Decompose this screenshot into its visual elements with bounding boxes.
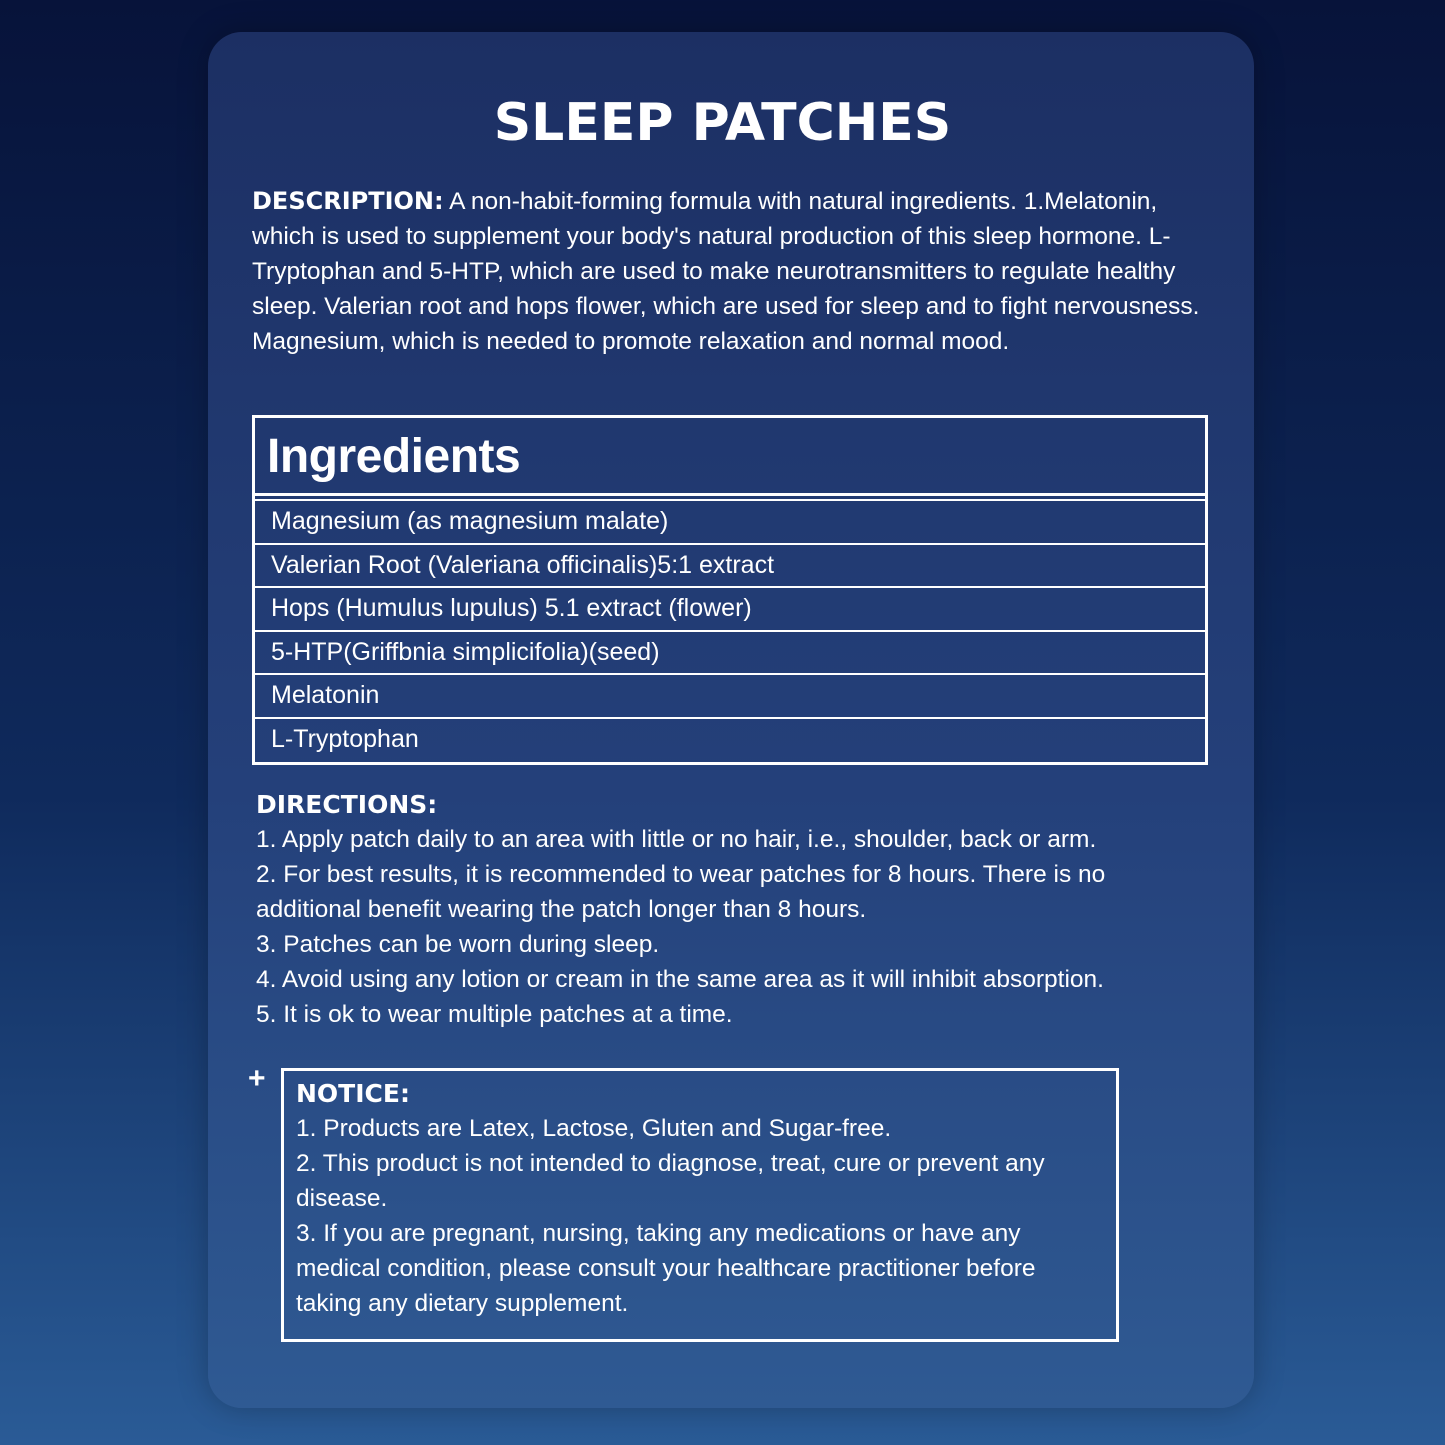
ingredients-heading: Ingredients bbox=[255, 418, 1205, 496]
description-section bbox=[252, 184, 1212, 359]
plus-icon: + bbox=[248, 1062, 266, 1095]
ingredient-row: Melatonin bbox=[255, 673, 1205, 717]
description-text: A non-habit-forming formula with natural ingredients. 1.Melatonin, which is used to supplement your body's natural production of this sleep hormone. L-Tryptophan and 5-HTP, which are used to make neurotransmitters to regulate healthy sleep. Valerian root and hops flower, which are used for sleep and to fight nervousness. Magnesium, which is needed to promote relaxation and normal mood. bbox=[252, 188, 1200, 355]
page-title: SLEEP PATCHES bbox=[493, 93, 952, 153]
ingredients-list bbox=[255, 499, 1205, 760]
ingredients-table bbox=[252, 415, 1208, 765]
directions-label: DIRECTIONS: bbox=[256, 790, 438, 819]
ingredient-row: L-Tryptophan bbox=[255, 717, 1205, 761]
description-label: DESCRIPTION: bbox=[252, 187, 444, 215]
notice-label: NOTICE: bbox=[296, 1079, 410, 1108]
notice-item: 1. Products are Latex, Lactose, Gluten and Sugar-free. bbox=[296, 1115, 892, 1142]
direction-item: 4. Avoid using any lotion or cream in the same area as it will inhibit absorption. bbox=[256, 966, 1104, 993]
direction-item: 3. Patches can be worn during sleep. bbox=[256, 931, 660, 958]
notice-box bbox=[281, 1068, 1119, 1342]
ingredient-row: Magnesium (as magnesium malate) bbox=[255, 499, 1205, 543]
directions-section bbox=[256, 788, 1186, 1032]
notice-item: 3. If you are pregnant, nursing, taking any medications or have any medical condition, please consult your healthcare practitioner before taking any dietary supplement. bbox=[296, 1220, 1036, 1317]
direction-item: 1. Apply patch daily to an area with little or no hair, i.e., shoulder, back or arm. bbox=[256, 826, 1097, 853]
ingredient-row: 5-HTP(Griffbnia simplicifolia)(seed) bbox=[255, 630, 1205, 674]
direction-item: 5. It is ok to wear multiple patches at a time. bbox=[256, 1001, 733, 1028]
ingredient-row: Hops (Humulus lupulus) 5.1 extract (flower) bbox=[255, 586, 1205, 630]
direction-item: 2. For best results, it is recommended to wear patches for 8 hours. There is no additional benefit wearing the patch longer than 8 hours. bbox=[256, 861, 1106, 923]
notice-item: 2. This product is not intended to diagnose, treat, cure or prevent any disease. bbox=[296, 1150, 1045, 1212]
ingredient-row: Valerian Root (Valeriana officinalis)5:1 extract bbox=[255, 543, 1205, 587]
